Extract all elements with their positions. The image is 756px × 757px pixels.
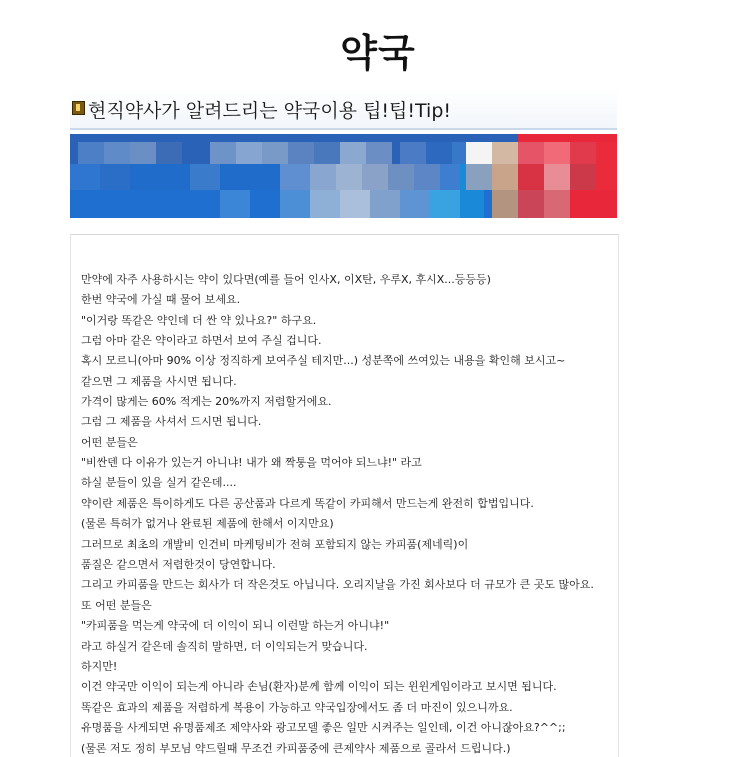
pixelated-banner-image [70,134,617,218]
post-header [70,88,617,130]
post-line: 하실 분들이 있을 실거 같은데.... [81,476,237,489]
banner-pixel [362,164,388,190]
banner-pixel [544,142,570,164]
banner-pixel [492,190,518,218]
post-line: "카피품을 먹는게 약국에 더 이익이 되니 이런말 하는거 아니냐!" [81,619,390,632]
banner-pixel [400,190,430,218]
banner-pixel [596,142,617,190]
banner-pixel [426,142,452,164]
post-line: 그럼 아마 같은 약이라고 하면서 보여 주실 겁니다. [81,334,322,347]
post-body [70,234,619,757]
banner-pixel [466,164,492,190]
banner-pixel [314,142,340,164]
banner-pixel [336,164,362,190]
banner-pixel [366,142,392,164]
banner-pixel [104,142,130,164]
banner-pixel [518,190,544,218]
banner-pixel [210,142,236,164]
banner-pixel [156,142,182,164]
post-line: 그러므로 최초의 개발비 인건비 마케팅비가 전혀 포함되지 않는 카피품(제네릭)이 [81,538,469,551]
post-title: 현직약사가 알려드리는 약국이용 팁!팁!Tip! [88,100,451,122]
banner-pixel [100,164,130,190]
post-line: (물론 특허가 없거나 완료된 제품에 한해서 이지만요) [81,517,334,530]
banner-pixel [492,142,518,164]
post-line: 혹시 모르니(아마 90% 이상 정직하게 보여주실 테지만...) 성분쪽에 쓰여있는 내용을 확인해 보시고~ [81,354,566,367]
post-bullet-icon [72,101,85,115]
banner-pixel [492,164,518,190]
banner-pixel [430,190,460,218]
post-line: 만약에 자주 사용하시는 약이 있다면(예를 들어 인사X, 이X탄, 우루X, 후시X...등등등) [81,273,491,286]
banner-pixel [388,164,414,190]
post-line: 그럼 그 제품을 사셔서 드시면 됩니다. [81,415,262,428]
post-line: 하지만! [81,660,118,673]
banner-pixel [466,142,492,164]
post-line: 그리고 카피품을 만드는 회사가 더 작은것도 아닙니다. 오리지날을 가진 회사보다 더 규모가 큰 곳도 많아요. [81,578,594,591]
banner-pixel [262,142,288,164]
banner-pixel [518,164,544,190]
post-line: 약이란 제품은 특이하게도 다른 공산품과 다르게 똑같이 카피해서 만드는게 완전히 합법입니다. [81,497,534,510]
post-line: 유명품을 사게되면 유명품제조 제약사와 광고모델 좋은 일만 시켜주는 일인데, 이건 아니잖아요?^^;; [81,721,566,734]
post-line: 가격이 많게는 60% 적게는 20%까지 저렴할거에요. [81,395,332,408]
banner-pixel [130,142,156,164]
banner-pixel [570,142,596,164]
post-line: 또 어떤 분들은 [81,599,152,612]
post-line: 어떤 분들은 [81,436,138,449]
post-line: 이건 약국만 이익이 되는게 아니라 손님(환자)분께 함께 이익이 되는 윈윈게임이라고 보시면 됩니다. [81,680,557,693]
banner-pixel [544,190,570,218]
post-line: "비싼덴 다 이유가 있는거 아니냐! 내가 왜 짝퉁을 먹어야 되느냐!" 라고 [81,456,422,469]
banner-pixel [570,164,596,190]
page-title: 약국 [340,31,416,75]
banner-pixel [414,164,440,190]
banner-pixel [280,190,310,218]
post-line: 품질은 같으면서 저렴한것이 당연합니다. [81,558,276,571]
banner-pixel [78,142,104,164]
banner-pixel [190,164,220,190]
blog-post [70,88,617,756]
banner-pixel [340,142,366,164]
post-line: 같으면 그 제품을 사시면 됩니다. [81,375,237,388]
banner-pixel [400,142,426,164]
banner-pixel [70,164,100,190]
banner-pixel [310,190,340,218]
banner-pixel [288,142,314,164]
banner-pixel [236,142,262,164]
banner-pixel [280,164,310,190]
banner-pixel [220,190,250,218]
banner-pixel [518,142,544,164]
post-line: 라고 하실거 같은데 솔직히 말하면, 더 이익되는거 맞습니다. [81,640,368,653]
post-line: 똑같은 효과의 제품을 저렴하게 복용이 가능하고 약국입장에서도 좀 더 마진이 있으니까요. [81,701,513,714]
banner-pixel [340,190,370,218]
banner-pixel [370,190,400,218]
banner-pixel [544,164,570,190]
post-line: "이거랑 똑같은 약인데 더 싼 약 있나요?" 하구요. [81,314,317,327]
post-line: (물론 저도 정히 부모님 약드릴때 무조건 카피품중에 큰제약사 제품으로 골라서 드립니다.) [81,742,511,755]
banner-pixel [310,164,336,190]
post-line: 한번 약국에 가실 때 물어 보세요. [81,293,241,306]
